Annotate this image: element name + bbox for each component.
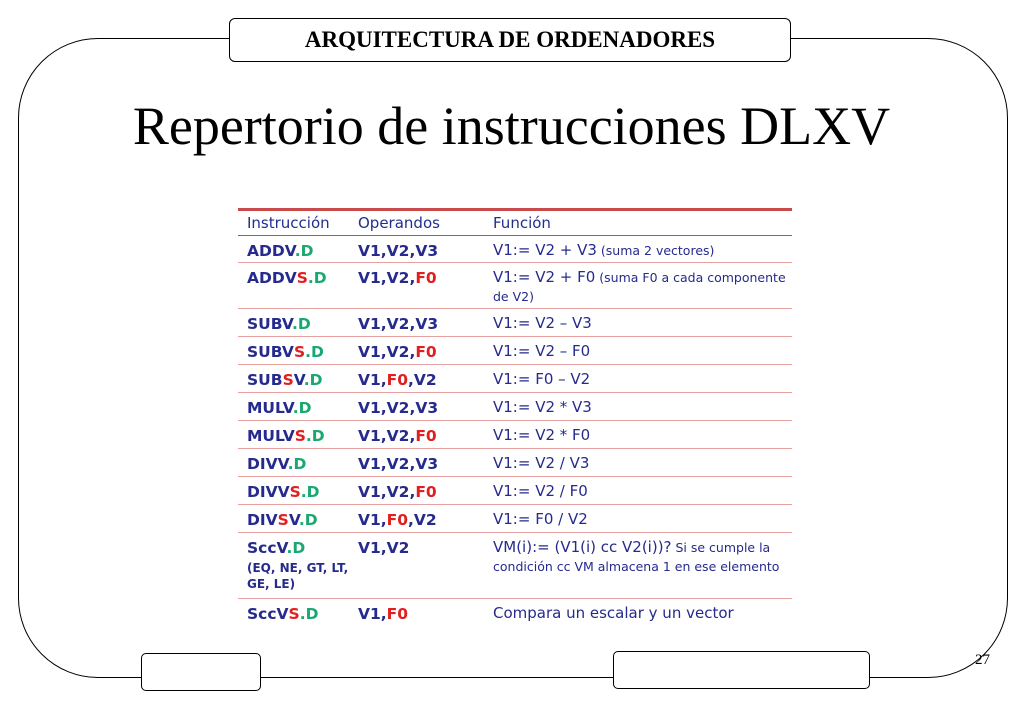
table-row <box>238 421 792 449</box>
function-expression: Compara un escalar y un vector <box>493 604 734 622</box>
instruction-part: S <box>282 371 294 389</box>
function-expression: V1:= V2 – F0 <box>493 342 591 360</box>
instruction-part: DIV <box>247 511 278 529</box>
instruction-part: .D <box>305 343 324 361</box>
column-header-instruccion: Instrucción <box>247 214 330 232</box>
footer-box-left <box>141 653 261 691</box>
function-cell <box>493 370 792 389</box>
slide-title: Repertorio de instrucciones DLXV <box>132 96 891 156</box>
operand-part: V1,V2,V3 <box>358 242 439 260</box>
operand-part: F0 <box>415 269 437 287</box>
function-cell <box>493 604 792 623</box>
function-cell <box>493 268 792 306</box>
page-number: 27 <box>975 652 990 668</box>
instruction-cell <box>238 342 358 362</box>
operand-part: V1,V2 <box>358 539 410 557</box>
table-row <box>238 533 792 599</box>
operand-part: V1,V2, <box>358 343 416 361</box>
instruction-cell <box>238 398 358 418</box>
instruction-part: ADDV <box>247 242 295 260</box>
instruction-part: .D <box>298 511 318 529</box>
instruction-part: SUB <box>247 371 283 389</box>
operand-part: V1,V2, <box>358 483 416 501</box>
operands-cell <box>358 241 493 261</box>
header-banner: ARQUITECTURA DE ORDENADORES <box>229 18 791 62</box>
instruction-part: S <box>294 427 306 445</box>
function-expression: V1:= F0 / V2 <box>493 510 588 528</box>
instruction-cell <box>238 268 358 288</box>
operands-cell <box>358 510 493 530</box>
function-expression: V1:= V2 * F0 <box>493 426 591 444</box>
instruction-part: DIVV <box>247 483 290 501</box>
instruction-part: S <box>293 343 306 361</box>
instruction-part: .D <box>303 371 323 389</box>
operand-part: F0 <box>415 427 437 445</box>
instruction-part: ADDV <box>247 269 297 287</box>
instruction-part: MULV <box>247 399 293 417</box>
function-cell <box>493 342 792 361</box>
operand-part: F0 <box>386 511 409 529</box>
instruction-part: .D <box>300 483 320 501</box>
table-row <box>238 505 792 533</box>
operand-part: F0 <box>386 371 409 389</box>
operand-part: ,V2 <box>408 371 437 389</box>
function-cell <box>493 538 792 576</box>
instruction-cell <box>238 241 358 261</box>
table-header <box>238 208 792 236</box>
table-row <box>238 309 792 337</box>
function-cell <box>493 398 792 417</box>
function-note: (suma 2 vectores) <box>596 243 715 258</box>
table-row <box>238 599 792 627</box>
condition-codes: (EQ, NE, GT, LT, GE, LE) <box>247 561 349 591</box>
column-header-funcion: Función <box>493 214 551 232</box>
table-row <box>238 263 792 309</box>
operands-cell <box>358 604 493 624</box>
column-header-operandos: Operandos <box>358 214 440 232</box>
operands-cell <box>358 426 493 446</box>
operands-cell <box>358 482 493 502</box>
operands-cell <box>358 342 493 362</box>
instruction-part: V <box>293 371 304 389</box>
function-expression: VM(i):= (V1(i) cc V2(i))? <box>493 538 672 556</box>
function-expression: V1:= V2 + V3 <box>493 241 597 259</box>
function-expression: V1:= V2 + F0 <box>493 268 596 286</box>
operand-part: F0 <box>415 343 437 361</box>
instruction-part: V <box>288 511 299 529</box>
instruction-cell <box>238 454 358 474</box>
function-cell <box>493 482 792 501</box>
instruction-part: SUBV <box>247 315 292 333</box>
operands-cell <box>358 370 493 390</box>
table-row <box>238 337 792 365</box>
function-note: Si se cumple la condición cc VM almacena 1 en ese elemento <box>493 540 780 574</box>
operand-part: V1,V2,V3 <box>358 455 439 473</box>
operand-part: F0 <box>415 483 437 501</box>
instruction-part: SUBV <box>247 343 294 361</box>
instruction-cell <box>238 370 358 390</box>
operand-part: V1,V2, <box>358 269 416 287</box>
instruction-cell <box>238 426 358 446</box>
instruction-cell <box>238 482 358 502</box>
footer-box-right <box>613 651 870 689</box>
instruction-part: .D <box>291 315 311 333</box>
instruction-part: .D <box>287 455 307 473</box>
function-expression: V1:= F0 – V2 <box>493 370 591 388</box>
instruction-part: .D <box>305 427 325 445</box>
table-row <box>238 365 792 393</box>
function-cell <box>493 314 792 333</box>
function-cell <box>493 510 792 529</box>
operand-part: V1,V2,V3 <box>358 399 439 417</box>
instruction-part: SccV <box>247 605 289 623</box>
instruction-part: DIVV <box>247 455 288 473</box>
table-row <box>238 236 792 263</box>
operands-cell <box>358 268 493 288</box>
operand-part: V1, <box>358 371 387 389</box>
table-body <box>238 236 792 627</box>
instruction-cell <box>238 604 358 624</box>
operands-cell <box>358 398 493 418</box>
table-row <box>238 449 792 477</box>
instruction-part: SccV <box>247 539 287 557</box>
instruction-cell <box>238 510 358 530</box>
function-expression: V1:= V2 / F0 <box>493 482 588 500</box>
instruction-part: MULV <box>247 427 295 445</box>
operand-part: V1,V2,V3 <box>358 315 439 333</box>
table-row <box>238 393 792 421</box>
instruction-part: S <box>296 269 308 287</box>
function-cell <box>493 241 792 260</box>
instruction-table <box>238 208 792 627</box>
instruction-cell <box>238 314 358 334</box>
table-row <box>238 477 792 505</box>
instruction-part: .D <box>307 269 327 287</box>
instruction-part: .D <box>286 539 306 557</box>
instruction-part: .D <box>292 399 312 417</box>
function-note: (suma F0 a cada componente de V2) <box>493 270 786 304</box>
function-expression: V1:= V2 – V3 <box>493 314 592 332</box>
instruction-part: S <box>277 511 289 529</box>
instruction-part: S <box>288 605 300 623</box>
function-cell <box>493 426 792 445</box>
function-expression: V1:= V2 / V3 <box>493 454 590 472</box>
operand-part: V1, <box>358 605 387 623</box>
operands-cell <box>358 538 493 558</box>
operand-part: ,V2 <box>408 511 437 529</box>
instruction-part: .D <box>294 242 314 260</box>
operands-cell <box>358 454 493 474</box>
operand-part: F0 <box>386 605 409 623</box>
operand-part: V1, <box>358 511 387 529</box>
operands-cell <box>358 314 493 334</box>
instruction-cell <box>238 538 358 592</box>
instruction-part: .D <box>299 605 319 623</box>
operand-part: V1,V2, <box>358 427 416 445</box>
function-cell <box>493 454 792 473</box>
instruction-part: S <box>289 483 301 501</box>
function-expression: V1:= V2 * V3 <box>493 398 592 416</box>
